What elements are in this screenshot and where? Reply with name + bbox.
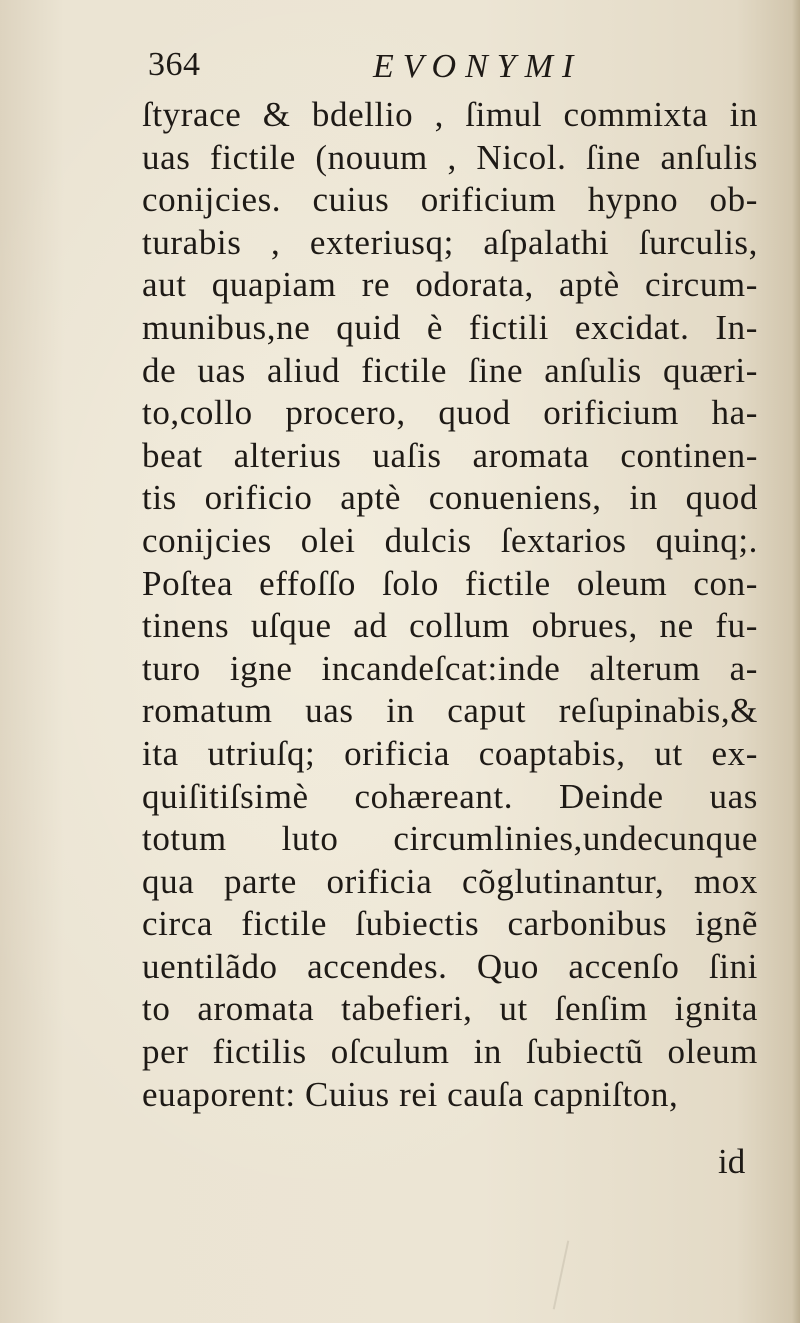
page-edge-shadow bbox=[792, 0, 800, 1323]
text-line: circa fictile ſubiectis carbonibus ignẽ bbox=[142, 904, 758, 944]
text-line: quiſitiſsimè cohæreant. Deinde uas bbox=[142, 776, 758, 816]
page-number: 364 bbox=[148, 46, 201, 83]
text-line: turabis , exteriusq; aſpalathi ſurculis, bbox=[142, 222, 758, 262]
text-line: ſtyrace & bdellio , ſimul commixta in bbox=[142, 95, 758, 134]
text-line: euaporent: Cuius rei cauſa capniſton, bbox=[142, 1074, 679, 1114]
text-line: conijcies olei dulcis ſextarios quinq;. bbox=[142, 520, 758, 560]
text-line: totum luto circumlinies,undecunque bbox=[142, 819, 758, 859]
text-line: qua parte orificia cõglutinantur, mox bbox=[142, 861, 758, 901]
text-line: conijcies. cuius orificium hypno ob- bbox=[142, 180, 758, 220]
text-line: to,collo procero, quod orificium ha- bbox=[142, 393, 758, 433]
page-header bbox=[148, 44, 658, 88]
body-text bbox=[142, 94, 762, 1116]
text-line: de uas aliud fictile ſine anſulis quæri- bbox=[142, 350, 758, 390]
text-line: tis orificio aptè conueniens, in quod bbox=[142, 478, 758, 518]
text-line: uas fictile (nouum , Nicol. ſine anſulis bbox=[142, 137, 758, 177]
text-line: uentilãdo accendes. Quo accenſo ſini bbox=[142, 946, 758, 986]
paper-crease bbox=[553, 1241, 570, 1310]
text-line: beat alterius uaſis aromata continen- bbox=[142, 435, 758, 475]
catchword: id bbox=[718, 1142, 746, 1181]
running-title: EVONYMI bbox=[373, 48, 583, 85]
text-line: romatum uas in caput reſupinabis,& bbox=[142, 691, 758, 731]
text-line: aut quapiam re odorata, aptè circum- bbox=[142, 265, 758, 305]
text-line: to aromata tabefieri, ut ſenſim ignita bbox=[142, 989, 758, 1029]
text-line: tinens uſque ad collum obrues, ne fu- bbox=[142, 606, 758, 646]
text-line: munibus,ne quid è fictili excidat. In- bbox=[142, 307, 758, 347]
text-line: turo igne incandeſcat:inde alterum a- bbox=[142, 648, 758, 688]
text-line: ita utriuſq; orificia coaptabis, ut ex- bbox=[142, 733, 758, 773]
text-line: Poſtea effoſſo ſolo fictile oleum con- bbox=[142, 563, 758, 603]
text-line: per fictilis oſculum in ſubiectũ oleum bbox=[142, 1032, 758, 1072]
